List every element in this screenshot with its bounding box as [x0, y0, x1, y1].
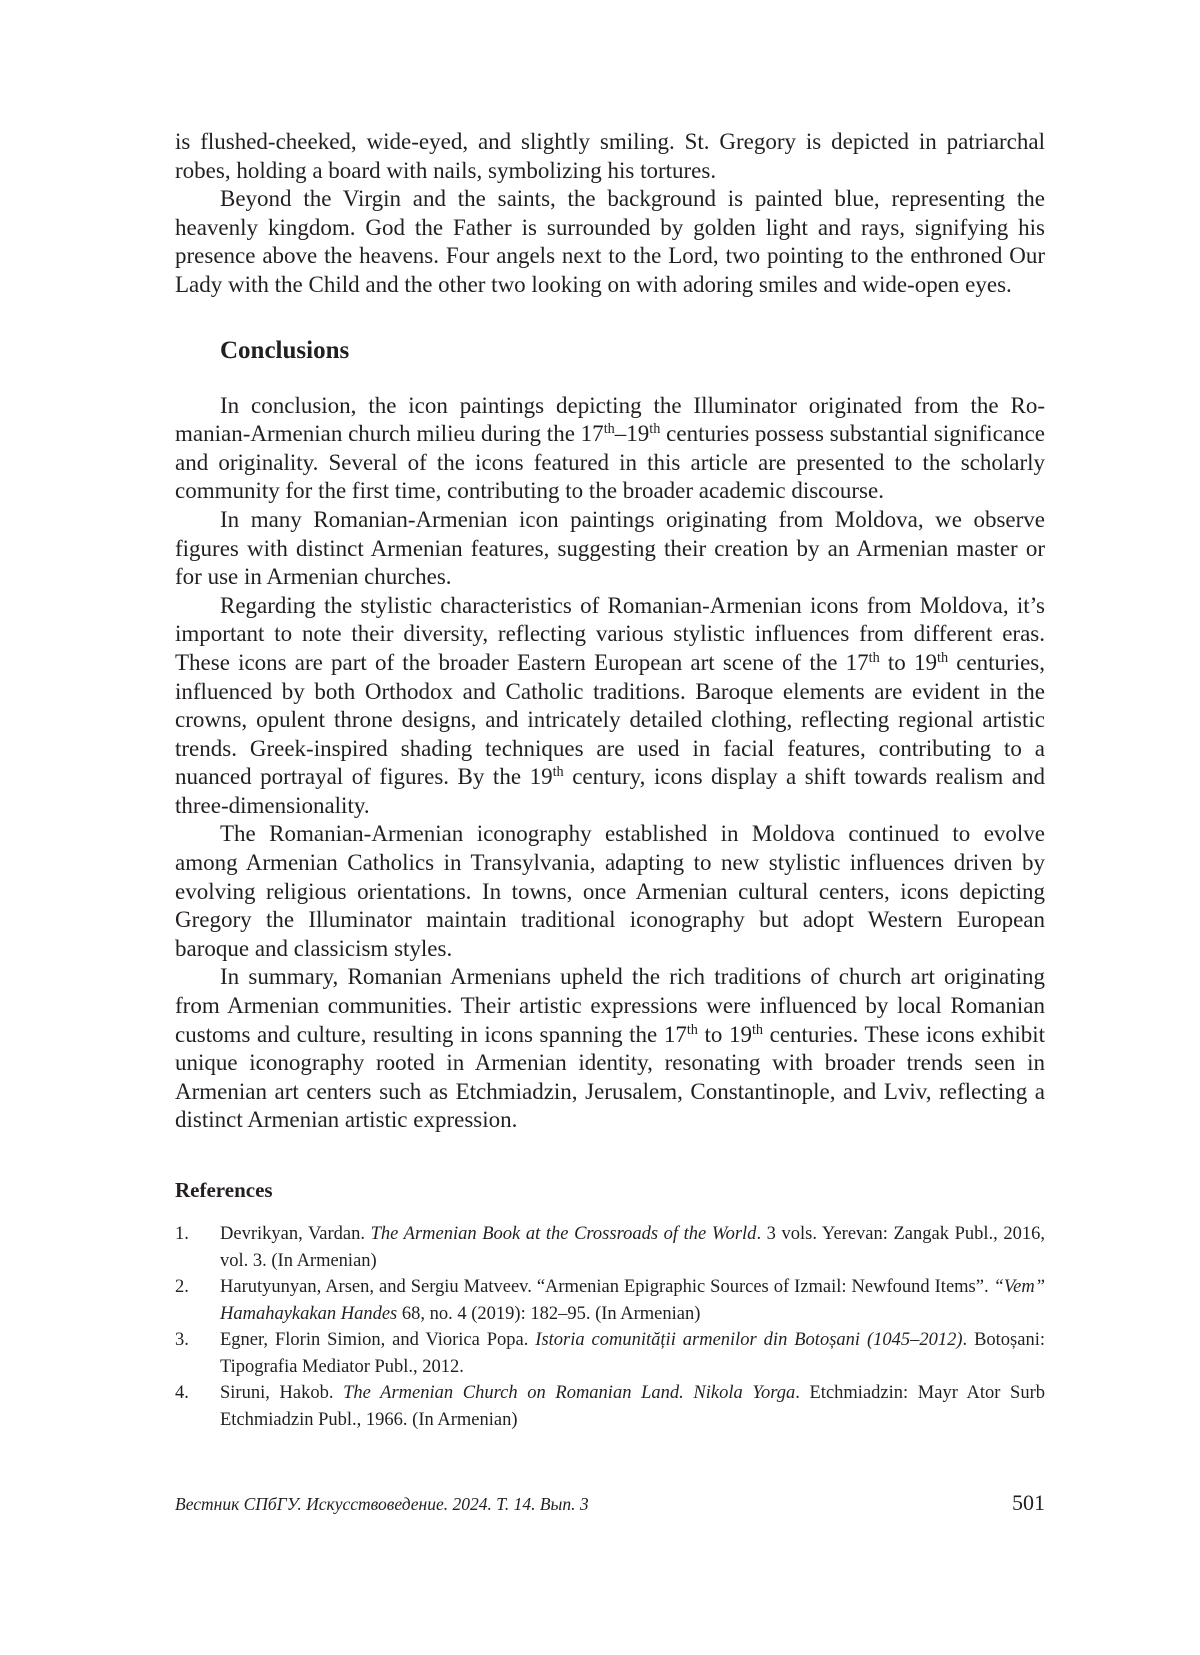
journal-title: Вестник СПбГУ. Искусствоведение. 2024. Т. 14. Вып. 3: [175, 1494, 589, 1514]
page-number: 501: [1012, 1490, 1045, 1515]
conclusions-heading: Conclusions: [220, 336, 350, 364]
reference-item: 1. Devrikyan, Vardan. The Armenian Book at the Crossroads of the World. 3 vols. Yerevan: Zangak Publ., 2016, vol. 3. (In Armenian): [175, 1224, 1045, 1271]
reference-item: 2. Harutyunyan, Arsen, and Sergiu Matveev. “Armenian Epigraphic Sources of Izmail: Newfound Items”. “Vem” Hamahaykakan Handes 68, no. 4 (2019): 182–95. (In Armenian): [175, 1277, 1045, 1324]
paragraph-background: Beyond the Virgin and the saints, the background is painted blue, representing the heavenly kingdom. God the Father is surrounded by golden light and rays, signifying his presence above the heavens. Four angels next to the Lord, two pointing to the enthroned Our Lady with the Child and the other two looking on with adoring smiles and wide-open eyes.: [175, 186, 1045, 297]
reference-item: 4. Siruni, Hakob. The Armenian Church on Romanian Land. Nikola Yorga. Etchmiadzin: Mayr Ator Surb Etchmiadzin Publ., 1966. (In Armenian): [175, 1383, 1045, 1430]
references-list: [175, 1221, 1045, 1433]
conclusion-paragraph-3: Regarding the stylistic characteristics of Romanian-Armenian icons from Moldova, it’s important to note their diversity, reflecting various stylistic influences from different eras. These icons are part of the broader Eastern European art scene of the 17th to 19th centuries, influenced by both Orthodox and Catholic traditions. Baroque elements are evident in the crowns, opulent throne designs, and intricately detailed clothing, reflecting regional artistic trends. Greek-inspired shading techniques are used in facial features, contributing to a nuanced portrayal of figures. By the 19th century, icons display a shift towards realism and three-dimensionality.: [175, 592, 1046, 818]
page-footer: [175, 1490, 1045, 1516]
conclusion-paragraph-4: The Romanian-Armenian iconography established in Moldova continued to evolve among Armenian Catholics in Transylvania, adapting to new stylistic influences driven by evolving religious orientations. In towns, once Armenian cultural centers, icons depicting Gregory the Illuminator maintain traditional iconography but adopt Western European baroque and classicism styles.: [175, 821, 1045, 961]
conclusion-paragraph-2: In many Romanian-Armenian icon paintings originating from Moldova, we observe figures with distinct Armenian features, suggesting their creation by an Armenian master or for use in Armenian churches.: [175, 506, 1045, 590]
article-body: [175, 128, 1045, 1433]
paragraph-intro-tail: is flushed-cheeked, wide-eyed, and slightly smiling. St. Gregory is depicted in patriarchal robes, holding a board with nails, symbolizing his tortures.: [175, 129, 1045, 183]
conclusion-paragraph-1: In conclusion, the icon paintings depicting the Illuminator originated from the Romanian-Armenian church milieu during the 17th–19th centuries possess substantial significance and originality. Several of the icons featured in this article are presented to the scholarly community for the first time, contributing to the broader academic discourse.: [175, 392, 1045, 504]
reference-item: 3. Egner, Florin Simion, and Viorica Popa. Istoria comunității armenilor din Botoșani (1045–2012). Botoșani: Tipografia Mediator Publ., 2012.: [175, 1330, 1046, 1377]
conclusion-paragraph-5: In summary, Romanian Armenians upheld the rich traditions of church art originating from Armenian communities. Their artistic expressions were influenced by local Romanian customs and culture, resulting in icons spanning the 17th to 19th centuries. These icons exhibit unique iconography rooted in Armenian identity, resonating with broader trends seen in Armenian art centers such as Etchmiadzin, Jerusalem, Constantinople, and Lviv, reflecting a distinct Armenian artistic expression.: [175, 964, 1046, 1133]
references-heading: References: [175, 1178, 273, 1202]
